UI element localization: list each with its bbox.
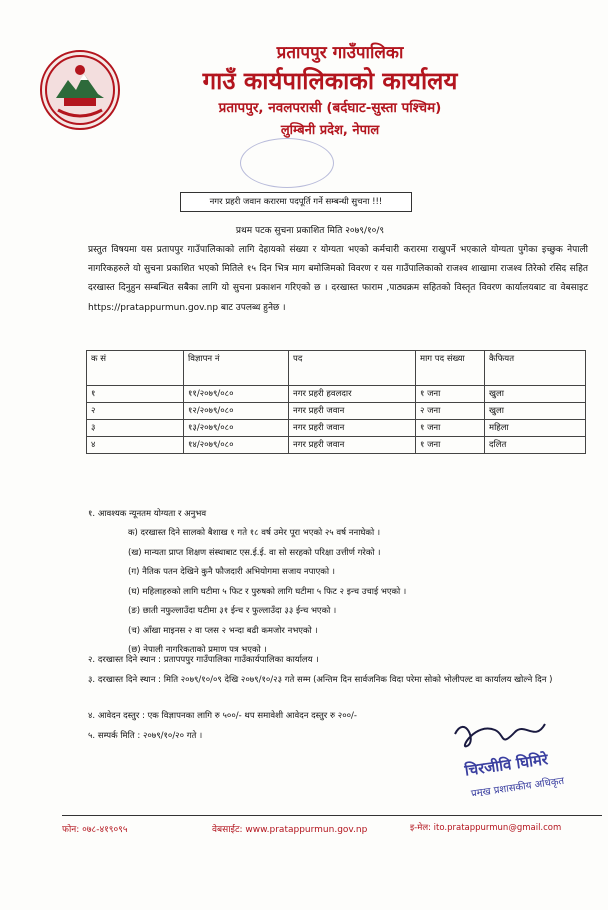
- cell-remarks: दलित: [485, 437, 586, 454]
- list-item: (घ) महिलाहरुको लागि घटीमा ५ फिट र पुरुषको लागि घटीमा ५ फिट २ इन्च उचाई भएको ।: [128, 586, 407, 597]
- list-item: (ख) मान्यता प्राप्त शिक्षण संस्थाबाट एस.ई.ई. वा सो सरहको परिक्षा उत्तीर्ण गरेको ।: [128, 547, 381, 558]
- header-ad-number: विज्ञापन नं: [184, 351, 289, 386]
- cell-ad-number: १३/२०७९/०८०: [184, 420, 289, 437]
- office-name: गाउँ कार्यपालिकाको कार्यालय: [202, 67, 458, 95]
- notice-title: नगर प्रहरी जवान करारमा पदपूर्ति गर्ने सम्बन्धी सुचना !!!: [180, 192, 412, 212]
- cell-remarks: खुला: [485, 386, 586, 403]
- footer-email: इ-मेल: ito.pratappurmun@gmail.com: [410, 823, 562, 833]
- cell-position: नगर प्रहरी जवान: [289, 403, 416, 420]
- cell-count: १ जना: [416, 420, 485, 437]
- table-row: [87, 386, 586, 403]
- cell-ad-number: १४/२०७९/०८०: [184, 437, 289, 454]
- list-item: (छ) नेपाली नागरिकताको प्रमाण पत्र भएको ।: [128, 645, 267, 655]
- application-place: २. दरखास्त दिने स्थान : प्रतापपपुर गाउँपालिका गाउँकार्यपालिका कार्यालय ।: [88, 655, 319, 665]
- publish-date: प्रथम पटक सुचना प्रकाशित मिति २०७९/१०/९: [235, 226, 385, 236]
- municipality-name: प्रतापपुर गाउँपालिका: [276, 43, 404, 63]
- notice-body: प्रस्तुत विषयमा यस प्रतापपुर गाउँपालिकाको लागि देहायको संख्या र योग्यता भएको कर्मचारी करारमा राखुपर्ने भएकाले योग्यता पुगेका इच्छुक नेपाली नागरिकहरुले यो सुचना प्रकाशित भएको मितिले १५ दिन भित्र माग बमोजिमको विवरण र यस गाउँपालिकाको राजश्व शाखामा राजश्व तिरेको रसिद सहित दरखास्त दिनुहुन सम्बन्धित सबैका लागि यो सुचना प्रकाशन गरिएको छ । दरखास्त फाराम ,पाठ्यक्रम सहितको विस्तृत विवरण कार्यालयबाट वा वेबसाइट https://pratappurmun.gov.np बाट उपलब्ध हुनेछ ।: [88, 245, 588, 313]
- application-period: ३. दरखास्त दिने स्थान : मिति २०७९/१०/०९ देखि २०७९/१०/२३ गते सम्म (अन्तिम दिन सार्वजनिक विदा परेमा सोको भोलीपल्ट वा कार्यालय खोल्ने दिन ): [88, 675, 553, 685]
- application-fee: ४. आवेदन दस्तुर : एक विज्ञापनका लागि रु ५००/- थप समावेशी आवेदन दस्तुर रु २००/-: [88, 711, 357, 721]
- header-remarks: कैफियत: [485, 351, 586, 386]
- cell-serial: ३: [87, 420, 184, 437]
- table-row: [87, 437, 586, 454]
- cell-remarks: खुला: [485, 403, 586, 420]
- footer-divider: [62, 815, 602, 816]
- cell-position: नगर प्रहरी जवान: [289, 437, 416, 454]
- footer-website: वेबसाईट: www.pratappurmun.gov.np: [212, 825, 368, 835]
- cell-ad-number: ११/२०७९/०८०: [184, 386, 289, 403]
- requirements-title: १. आवश्यक न्यूनतम योग्यता र अनुभव: [88, 509, 207, 519]
- requirements-list: [128, 527, 558, 664]
- signature-name: चिरजीवि घिमिरे: [463, 750, 550, 780]
- table-row: [87, 403, 586, 420]
- table-row: [87, 420, 586, 437]
- list-item: (च) आँखा माइनस २ वा प्लस २ भन्दा बढी कमजोर नभएको ।: [128, 625, 318, 636]
- table-header-row: [87, 351, 586, 386]
- cell-position: नगर प्रहरी जवान: [289, 420, 416, 437]
- cell-position: नगर प्रहरी हवलदार: [289, 386, 416, 403]
- government-emblem-logo: [40, 50, 120, 130]
- cell-count: १ जना: [416, 386, 485, 403]
- cell-count: १ जना: [416, 437, 485, 454]
- vacancy-table: [86, 350, 586, 454]
- list-item: (ग) नैतिक पतन देखिने कुनै फौजदारी अभियोगमा सजाय नपाएको ।: [128, 567, 335, 577]
- cell-serial: २: [87, 403, 184, 420]
- footer-phone: फोन: ०७८-४१९०९५: [62, 825, 128, 835]
- office-address: प्रतापपुर, नवलपरासी (बर्दघाट-सुस्ता पश्चिम): [218, 100, 442, 116]
- list-item: क) दरखास्त दिने सालको बैशाख १ गते १८ वर्ष उमेर पूरा भएको २५ वर्ष ननाघेको ।: [128, 528, 381, 538]
- signature-title: प्रमुख प्रशासकीय अधिकृत: [470, 775, 565, 796]
- cell-serial: १: [87, 386, 184, 403]
- header-count: माग पद संख्या: [416, 351, 485, 386]
- office-stamp-seal: [240, 138, 334, 188]
- header-serial: क सं: [87, 351, 184, 386]
- cell-serial: ४: [87, 437, 184, 454]
- list-item: (ङ) छाती नफुल्लाउँदा घटीमा ३१ ईन्च र फुल्लाउँदा ३३ ईन्च भएको ।: [128, 606, 337, 616]
- contact-date: ५. सम्पर्क मिति : २०७९/१०/२० गते ।: [88, 731, 203, 741]
- header-position: पद: [289, 351, 416, 386]
- cell-remarks: महिला: [485, 420, 586, 437]
- cell-ad-number: १२/२०७९/०८०: [184, 403, 289, 420]
- signature-stamp: [445, 712, 595, 796]
- cell-count: २ जना: [416, 403, 485, 420]
- province-name: लुम्बिनी प्रदेश, नेपाल: [280, 123, 380, 138]
